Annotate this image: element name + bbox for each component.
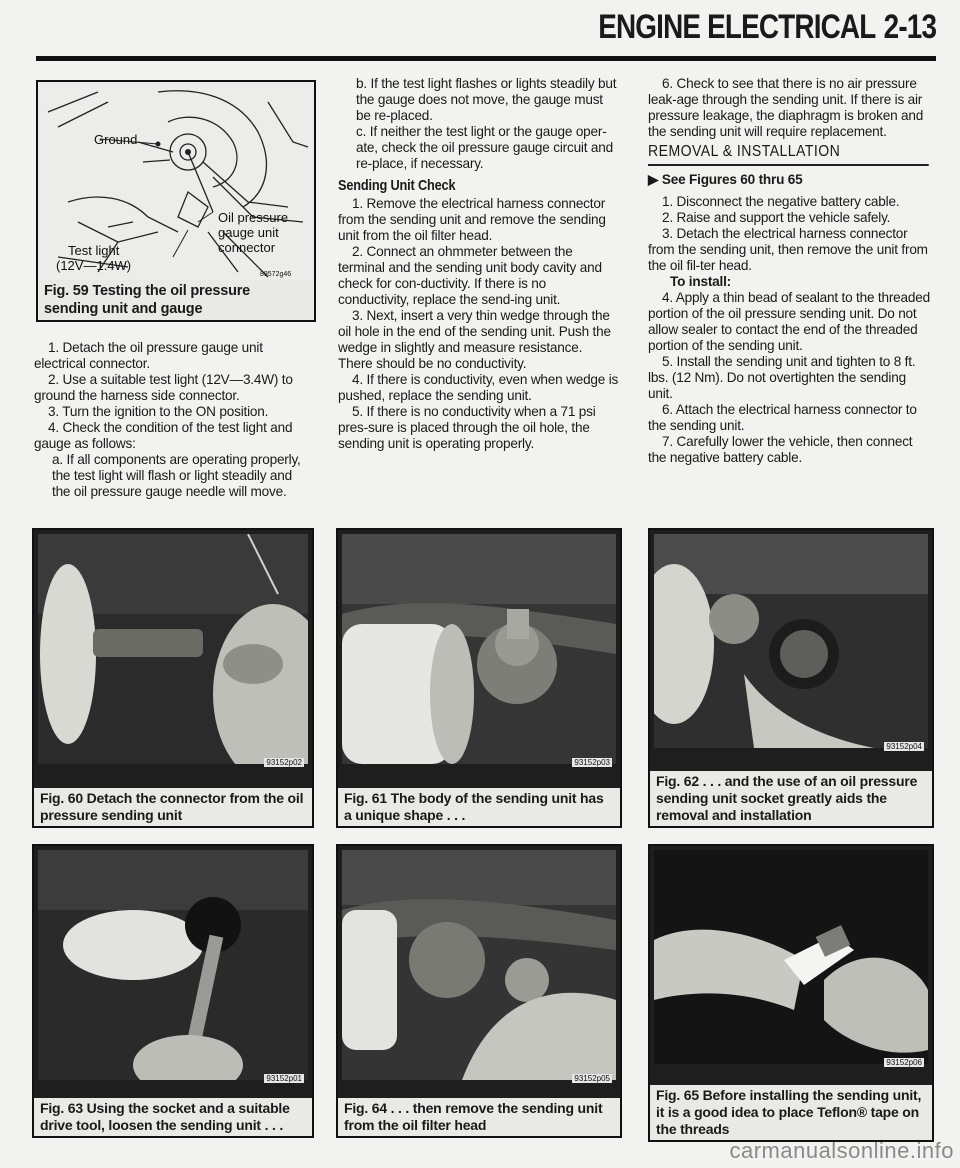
col3-step-1: 1. Disconnect the negative battery cable. [662, 194, 900, 209]
col3-install-step-5: 5. Install the sending unit and tighten to 8 ft. lbs. (12 Nm). Do not overtighten the sending unit. [648, 354, 916, 401]
column-1 [34, 340, 310, 500]
fig59-code: 89572g46 [260, 271, 292, 278]
label-gauge-unit: gauge unit [218, 225, 279, 240]
fig60-code: 93152p02 [266, 758, 302, 767]
fig65-code: 93152p06 [886, 1058, 922, 1067]
label-oil-pressure: Oil pressure [218, 210, 289, 225]
col2-step-2: 2. Connect an ohmmeter between the terminal and the sending unit body cavity and check for con-ductivity. If there is no conductivity, replace the send-ing unit. [338, 244, 602, 307]
label-ground: Ground [94, 132, 138, 147]
fig63 [32, 844, 314, 1138]
to-install-label: To install: [670, 274, 731, 289]
fig61-code: 93152p03 [574, 758, 610, 767]
fig62-code: 93152p04 [886, 742, 922, 751]
label-rating: (12V—1.4W) [56, 258, 132, 273]
column-2 [338, 76, 620, 452]
fig59-caption: Fig. 59 Testing the oil pressure sending unit and gauge [38, 280, 314, 320]
label-connector: connector [218, 240, 276, 255]
col3-install-step-4: 4. Apply a thin bead of sealant to the threaded portion of the oil pressure sending unit. Do not allow sealer to contact the end of the threaded portion of the sending unit. [648, 290, 930, 353]
arrow-icon: ▶ [648, 172, 662, 187]
page-header [598, 8, 936, 47]
col2-substep-b: b. If the test light flashes or lights steadily but the gauge does not move, the gauge must be re-placed. [356, 76, 617, 123]
col3-install-step-7: 7. Carefully lower the vehicle, then connect the negative battery cable. [648, 434, 913, 465]
fig60-photo [38, 534, 308, 764]
col2-step-4: 4. If there is conductivity, even when wedge is pushed, replace the sending unit. [338, 372, 619, 403]
page-number: 2-13 [883, 8, 936, 46]
col1-substep-a: a. If all components are operating properly, the test light will flash or light steadily and the oil pressure gauge needle will move. [52, 452, 301, 499]
header-title: ENGINE ELECTRICAL [598, 8, 876, 46]
fig64 [336, 844, 622, 1138]
column-3 [648, 76, 930, 466]
fig60 [32, 528, 314, 828]
header-rule [36, 56, 936, 61]
fig63-code: 93152p01 [266, 1074, 302, 1083]
watermark: carmanualsonline.info [729, 1138, 954, 1163]
fig59-diagram [36, 80, 316, 322]
col2-step-3: 3. Next, insert a very thin wedge through the oil hole in the end of the sending unit. Push the wedge in slightly and measure resistance. There should be no conductivity. [338, 308, 611, 371]
label-test-light: Test light [68, 243, 120, 258]
fig61-photo [342, 534, 616, 764]
col1-step-3: 3. Turn the ignition to the ON position. [48, 404, 269, 419]
col1-step-2: 2. Use a suitable test light (12V—3.4W) to ground the harness side connector. [34, 372, 293, 403]
fig64-code: 93152p05 [574, 1074, 610, 1083]
fig62-caption: Fig. 62 . . . and the use of an oil pressure sending unit socket greatly aids the removal and installation [650, 771, 932, 826]
fig65-photo [654, 850, 928, 1064]
col1-step-4: 4. Check the condition of the test light and gauge as follows: [34, 420, 293, 451]
col2-step-5: 5. If there is no conductivity when a 71 psi pres-sure is placed through the oil hole, the sending unit is operating properly. [338, 404, 596, 451]
col3-step-6-check: 6. Check to see that there is no air pressure leak-age through the sending unit. If there is air pressure leakage, the diaphragm is broken and the sending unit will require replacement. [648, 76, 924, 139]
fig62-photo [654, 534, 928, 748]
fig62 [648, 528, 934, 828]
see-figures-text: See Figures 60 thru 65 [661, 172, 803, 187]
removal-installation-heading: REMOVAL & INSTALLATION [648, 144, 928, 166]
col1-step-1: 1. Detach the oil pressure gauge unit electrical connector. [34, 340, 263, 371]
fig64-photo [342, 850, 616, 1080]
col3-install-step-6: 6. Attach the electrical harness connector to the sending unit. [648, 402, 917, 433]
col2-step-1: 1. Remove the electrical harness connector from the sending unit and remove the sending unit from the oil filter head. [338, 196, 606, 243]
engine-line-drawing [38, 82, 314, 282]
col3-step-3: 3. Detach the electrical harness connector from the sending unit, then remove the unit from the oil fil-ter head. [648, 226, 928, 273]
fig61 [336, 528, 622, 828]
fig65-caption: Fig. 65 Before installing the sending unit, it is a good idea to place Teflon® tape on the threads [650, 1085, 932, 1140]
fig61-caption: Fig. 61 The body of the sending unit has a unique shape . . . [338, 788, 620, 826]
fig63-caption: Fig. 63 Using the socket and a suitable drive tool, loosen the sending unit . . . [34, 1098, 312, 1136]
col3-step-2: 2. Raise and support the vehicle safely. [662, 210, 891, 225]
sending-unit-check-heading: Sending Unit Check [338, 177, 456, 194]
fig60-caption: Fig. 60 Detach the connector from the oil pressure sending unit [34, 788, 312, 826]
col2-substep-c: c. If neither the test light or the gauge oper-ate, check the oil pressure gauge circuit and re-place, if necessary. [356, 124, 613, 171]
fig65 [648, 844, 934, 1142]
see-figures [648, 172, 930, 188]
fig64-caption: Fig. 64 . . . then remove the sending unit from the oil filter head [338, 1098, 620, 1136]
fig63-photo [38, 850, 308, 1080]
